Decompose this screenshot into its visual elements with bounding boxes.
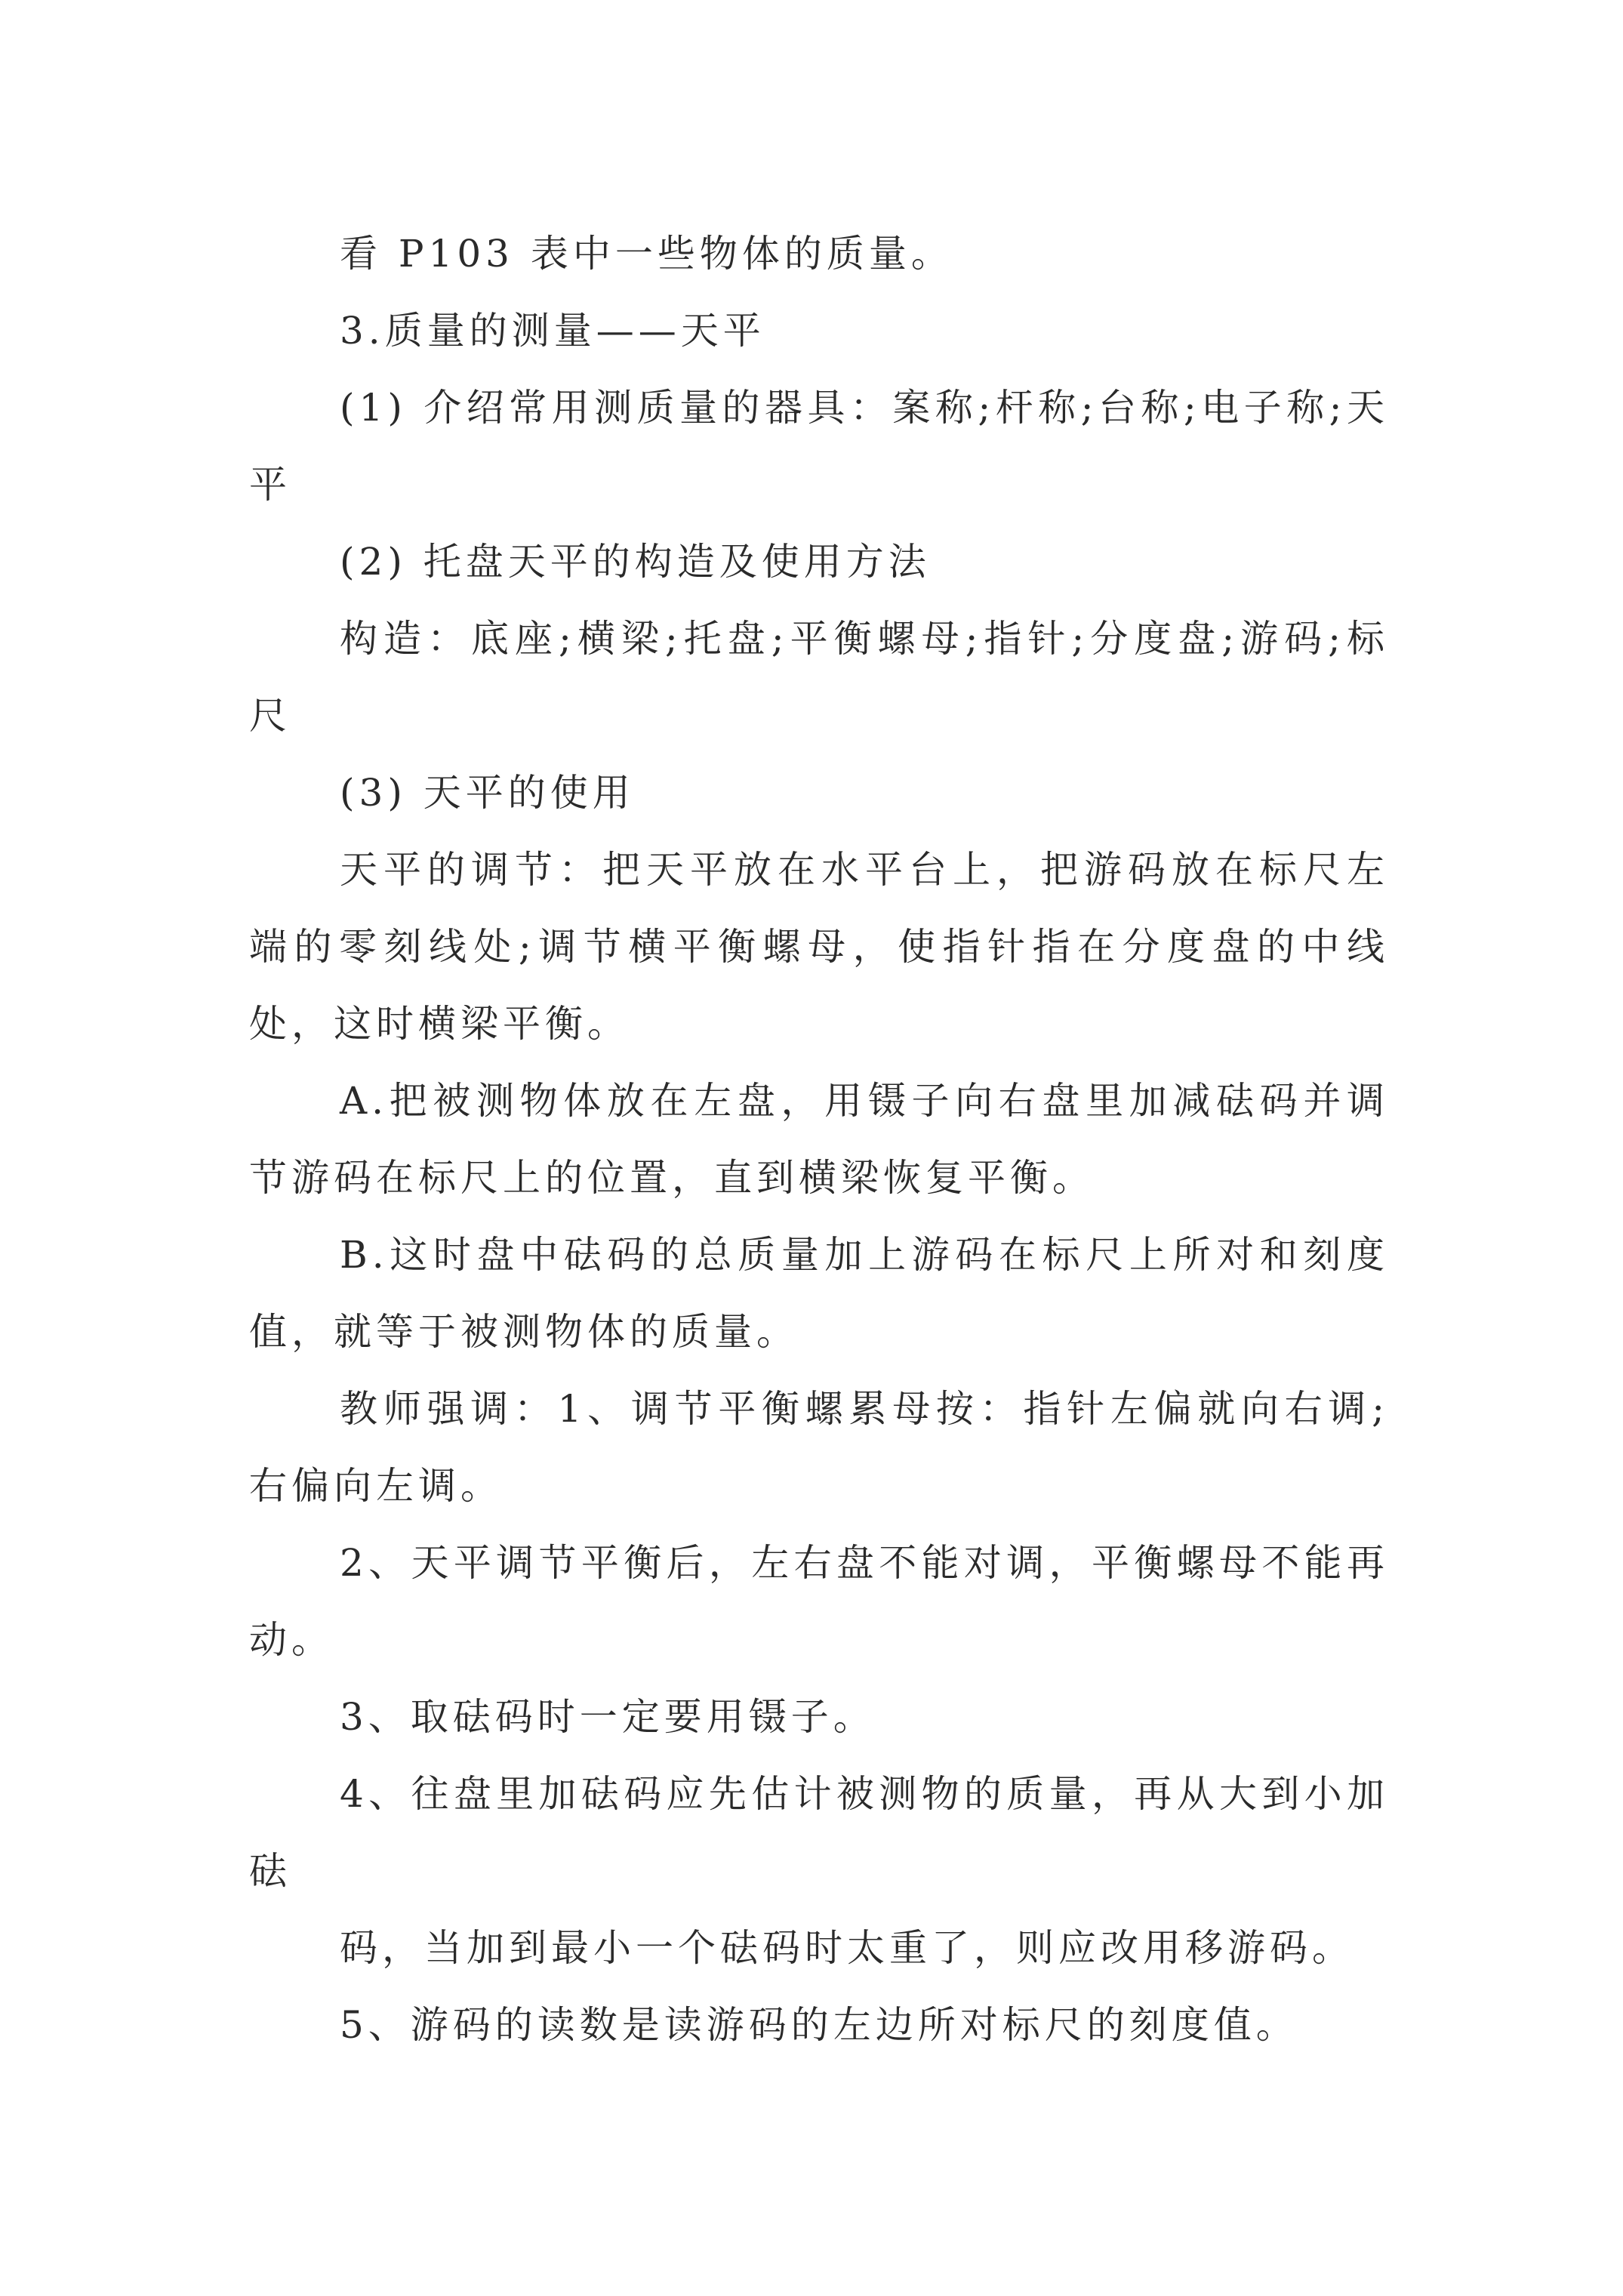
paragraph: 4、往盘里加砝码应先估计被测物的质量，再从大到小加砝 xyxy=(249,1772,1389,1893)
paragraph: 教师强调：1、调节平衡螺累母按：指针左偏就向右调;右偏向左调。 xyxy=(249,1387,1389,1508)
section-heading: 3.质量的测量——天平 xyxy=(340,309,765,353)
paragraph: 3、取砝码时一定要用镊子。 xyxy=(340,1695,876,1739)
subsection-heading: (3) 天平的使用 xyxy=(340,771,635,815)
paragraph: (1) 介绍常用测质量的器具：案称;杆称;台称;电子称;天平 xyxy=(249,386,1389,507)
paragraph: B.这时盘中砝码的总质量加上游码在标尺上所对和刻度值，就等于被测物体的质量。 xyxy=(249,1233,1389,1354)
paragraph: 构造：底座;横梁;托盘;平衡螺母;指针;分度盘;游码;标尺 xyxy=(249,617,1389,738)
paragraph: 看 P103 表中一些物体的质量。 xyxy=(340,232,953,276)
paragraph: 天平的调节：把天平放在水平台上，把游码放在标尺左端的零刻线处;调节横平衡螺母，使指针指在分度盘的中线处，这时横梁平衡。 xyxy=(249,848,1389,1046)
subsection-heading: (2) 托盘天平的构造及使用方法 xyxy=(340,540,931,584)
paragraph: 码，当加到最小一个砝码时太重了，则应改用移游码。 xyxy=(340,1926,1354,1970)
paragraph: A.把被测物体放在左盘，用镊子向右盘里加减砝码并调节游码在标尺上的位置，直到横梁恢复平衡。 xyxy=(249,1079,1389,1200)
paragraph: 2、天平调节平衡后，左右盘不能对调，平衡螺母不能再动。 xyxy=(249,1541,1389,1662)
paragraph: 5、游码的读数是读游码的左边所对标尺的刻度值。 xyxy=(340,2003,1298,2047)
document-body xyxy=(249,215,1389,2063)
